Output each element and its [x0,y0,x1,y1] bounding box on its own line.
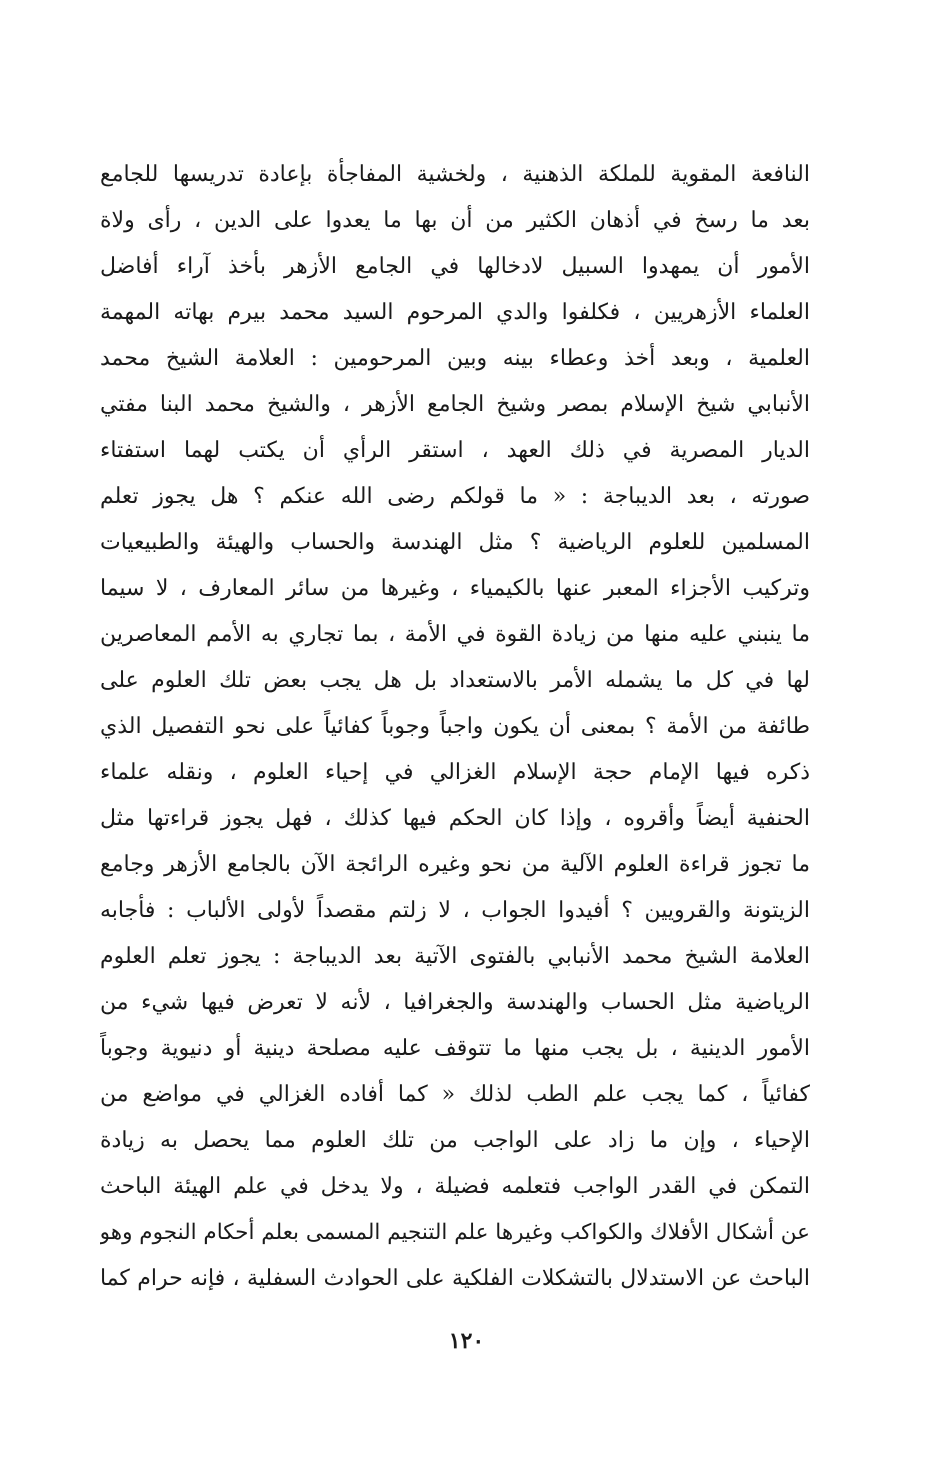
text-line-3: الأمور أن يمهدوا السبيل لادخالها في الجامع الأزهر بأخذ آراء أفاضل [100,254,810,279]
text-line-8: صورته ، بعد الديباجة : « ما قولكم رضى الله عنكم ؟ هل يجوز تعلم [100,484,810,509]
text-line-6: الأنبابي شيخ الإسلام بمصر وشيخ الجامع الأزهر ، والشيخ محمد البنا مفتي [100,392,810,417]
page-number: ١٢٠ [448,1328,485,1354]
text-line-20: الأمور الدينية ، بل يجب منها ما تتوقف عليه مصلحة دينية أو دنيوية وجوباً [100,1036,810,1061]
text-line-12: لها في كل ما يشمله الأمر بالاستعداد بل هل يجب بعض تلك العلوم على [100,668,810,693]
text-line-16: ما تجوز قراءة العلوم الآلية من نحو وغيره الرائجة الآن بالجامع الأزهر وجامع [100,852,810,877]
text-line-21: كفائياً ، كما يجب علم الطب لذلك « كما أفاده الغزالي في مواضع من [100,1082,810,1107]
text-line-18: العلامة الشيخ محمد الأنبابي بالفتوى الآتية بعد الديباجة : يجوز تعلم العلوم [100,944,810,969]
text-line-7: الديار المصرية في ذلك العهد ، استقر الرأي أن يكتب لهما استفتاء [100,438,810,463]
text-line-17: الزيتونة والقرويين ؟ أفيدوا الجواب ، لا زلتم مقصداً لأولى الألباب : فأجابه [100,898,810,923]
text-line-24: عن أشكال الأفلاك والكواكب وغيرها علم التنجيم المسمى بعلم أحكام النجوم وهو [100,1220,810,1245]
text-line-10: وتركيب الأجزاء المعبر عنها بالكيمياء ، وغيرها من سائر المعارف ، لا سيما [100,576,810,601]
text-line-9: المسلمين للعلوم الرياضية ؟ مثل الهندسة والحساب والهيئة والطبيعيات [100,530,810,555]
text-line-19: الرياضية مثل الحساب والهندسة والجغرافيا ، لأنه لا تعرض فيها شيء من [100,990,810,1015]
text-line-23: التمكن في القدر الواجب فتعلمه فضيلة ، ولا يدخل في علم الهيئة الباحث [100,1174,810,1199]
text-line-1: النافعة المقوية للملكة الذهنية ، ولخشية المفاجأة بإعادة تدريسها للجامع [100,162,810,187]
text-line-14: ذكره فيها الإمام حجة الإسلام الغزالي في إحياء العلوم ، ونقله علماء [100,760,810,785]
text-line-22: الإحياء ، وإن ما زاد على الواجب من تلك العلوم مما يحصل به زيادة [100,1128,810,1153]
text-line-5: العلمية ، وبعد أخذ وعطاء بينه وبين المرحومين : العلامة الشيخ محمد [100,346,810,371]
text-line-15: الحنفية أيضاً وأقروه ، وإذا كان الحكم فيها كذلك ، فهل يجوز قراءتها مثل [100,806,810,831]
text-line-2: بعد ما رسخ في أذهان الكثير من أن بها ما يعدوا على الدين ، رأى ولاة [100,208,810,233]
body-text [100,152,810,1302]
text-line-25: الباحث عن الاستدلال بالتشكلات الفلكية على الحوادث السفلية ، فإنه حرام كما [100,1266,810,1291]
text-line-13: طائفة من الأمة ؟ بمعنى أن يكون واجباً وجوباً كفائياً على نحو التفصيل الذي [100,714,810,739]
text-line-4: العلماء الأزهريين ، فكلفوا والدي المرحوم السيد محمد بيرم بهاته المهمة [100,300,810,325]
text-line-11: ما ينبني عليه منها من زيادة القوة في الأمة ، بما تجاري به الأمم المعاصرين [100,622,810,647]
